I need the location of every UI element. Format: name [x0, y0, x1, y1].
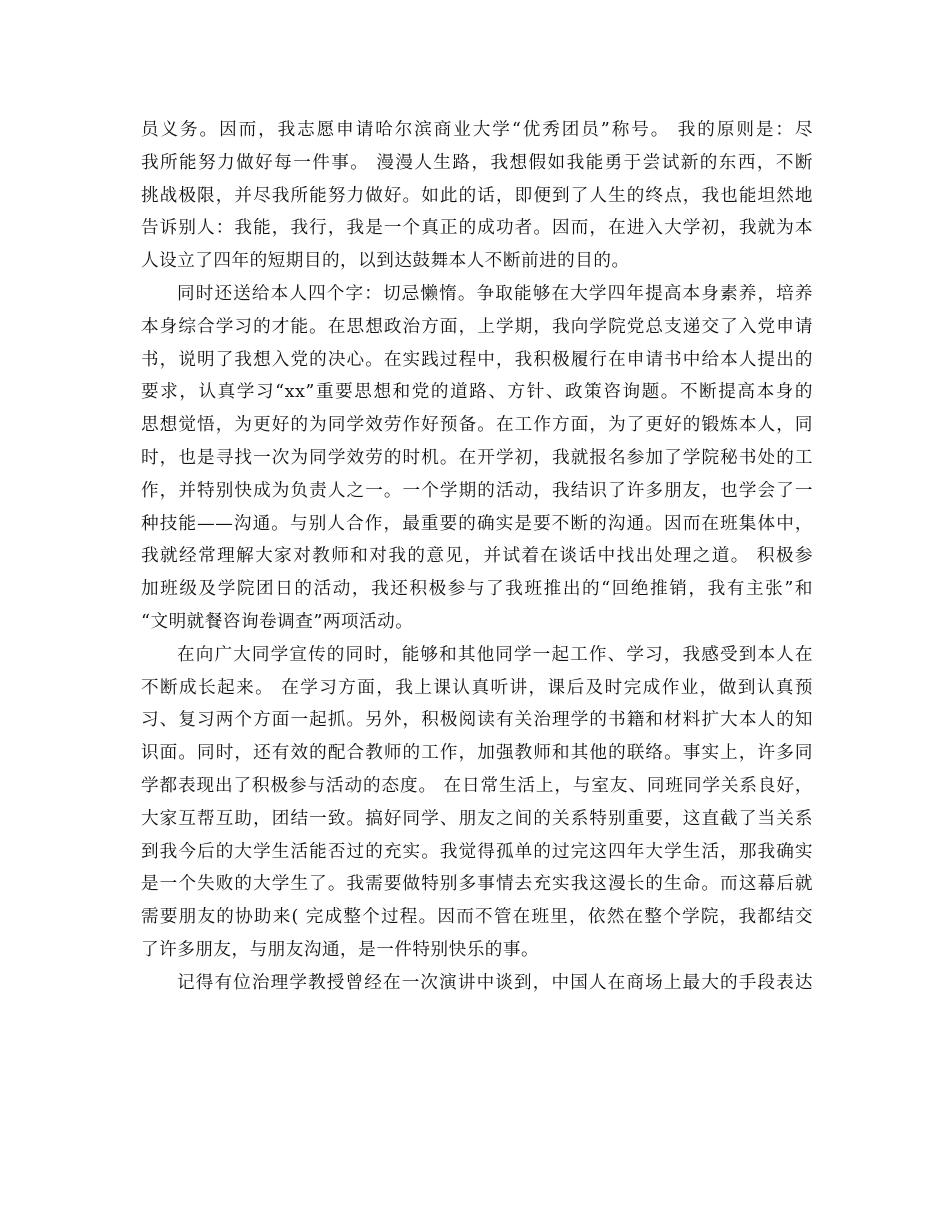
text-line: 我所能努力做好每一件事。 漫漫人生路，我想假如我能勇于尝试新的东西，不断: [141, 152, 813, 173]
text-line: 告诉别人：我能，我行，我是一个真正的成功者。因而，在进入大学初，我就为本: [141, 218, 813, 239]
text-line: 在向广大同学宣传的同时，能够和其他同学一起工作、学习，我感受到本人在: [177, 644, 813, 665]
text-line: 大家互帮互助，团结一致。搞好同学、朋友之间的关系特别重要，这直截了当关系: [141, 808, 813, 829]
text-line: 时，也是寻找一次为同学效劳的时机。在开学初，我就报名参加了学院秘书处的工: [141, 447, 813, 468]
text-line: 要求，认真学习“xx”重要思想和党的道路、方针、政策咨询题。不断提高本身的: [141, 382, 813, 403]
text-line: 识面。同时，还有效的配合教师的工作，加强教师和其他的联络。事实上，许多同: [141, 743, 813, 764]
text-line: 种技能——沟通。与别人合作，最重要的确实是要不断的沟通。因而在班集体中，: [141, 513, 813, 534]
text-line: 员义务。因而，我志愿申请哈尔滨商业大学“优秀团员”称号。 我的原则是：尽: [141, 120, 813, 140]
text-line: 同时还送给本人四个字：切忌懒惰。争取能够在大学四年提高本身素养，培养: [177, 283, 813, 304]
text-line: 本身综合学习的才能。在思想政治方面，上学期，我向学院党总支递交了入党申请: [141, 316, 813, 337]
text-line: 学都表现出了积极参与活动的态度。 在日常生活上，与室友、同班同学关系良好，: [141, 775, 813, 796]
text-line: 加班级及学院团日的活动，我还积极参与了我班推出的“回绝推销，我有主张”和: [141, 579, 813, 600]
document-body-text: [141, 114, 813, 1000]
text-line: 作，并特别快成为负责人之一。一个学期的活动，我结识了许多朋友，也学会了一: [141, 480, 813, 501]
text-line: 记得有位治理学教授曾经在一次演讲中谈到，中国人在商场上最大的手段表达: [177, 972, 813, 993]
text-line: 我就经常理解大家对教师和对我的意见，并试着在谈话中找出处理之道。 积极参: [141, 546, 813, 567]
text-line: 是一个失败的大学生了。我需要做特别多事情去充实我这漫长的生命。而这幕后就: [141, 874, 813, 895]
text-line: 需要朋友的协助来( 完成整个过程。因而不管在班里，依然在整个学院，我都结交: [141, 907, 813, 928]
text-line: 思想觉悟，为更好的为同学效劳作好预备。在工作方面，为了更好的锻炼本人，同: [141, 415, 813, 436]
text-line: 书，说明了我想入党的决心。在实践过程中，我积极履行在申请书中给本人提出的: [141, 349, 813, 370]
text-line: 人设立了四年的短期目的，以到达鼓舞本人不断前进的目的。: [141, 251, 630, 272]
text-line: 到我今后的大学生活能否过的充实。我觉得孤单的过完这四年大学生活，那我确实: [141, 841, 813, 862]
text-line: 挑战极限，并尽我所能努力做好。如此的话，即便到了人生的终点，我也能坦然地: [141, 185, 813, 206]
text-line: “文明就餐咨询卷调查”两项活动。: [141, 611, 414, 632]
text-line: 了许多朋友，与朋友沟通，是一件特别快乐的事。: [141, 939, 540, 960]
text-line: 习、复习两个方面一起抓。另外，积极阅读有关治理学的书籍和材料扩大本人的知: [141, 710, 813, 731]
text-line: 不断成长起来。 在学习方面，我上课认真听讲，课后及时完成作业，做到认真预: [141, 677, 813, 698]
